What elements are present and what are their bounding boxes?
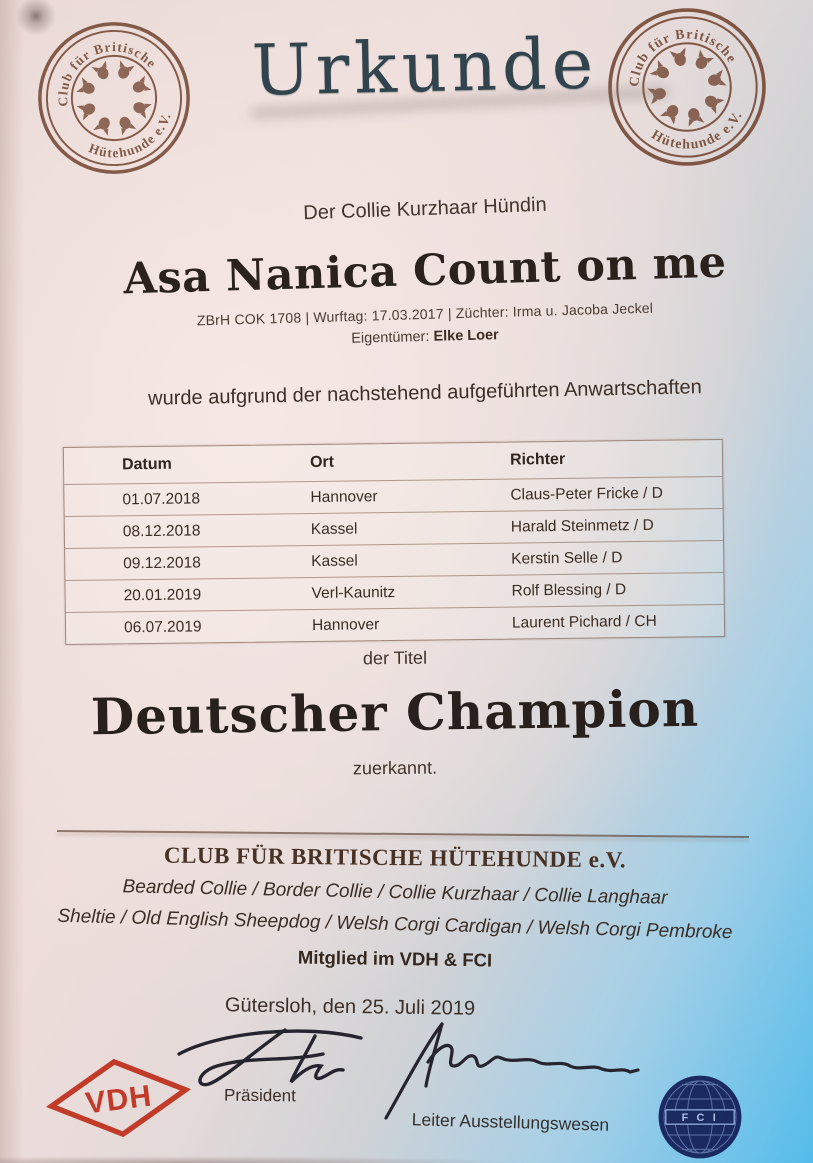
cell-ort: Verl-Kaunitz xyxy=(311,583,396,602)
granted-word: zuerkannt. xyxy=(352,757,438,779)
divider-rule xyxy=(57,830,749,838)
club-name: CLUB FÜR BRITISCHE HÜTEHUNDE e.V. xyxy=(163,842,627,873)
registry-line: ZBrH COK 1708 | Wurftag: 17.03.2017 | Züchter: Irma u. Jacoba Jeckel xyxy=(196,299,654,329)
show-manager-signature xyxy=(378,1014,648,1124)
place-date: Gütersloh, den 25. Juli 2019 xyxy=(224,994,476,1020)
owner-name: Elke Loer xyxy=(433,327,499,345)
owner-label: Eigentümer: xyxy=(351,328,434,347)
subject-line: Der Collie Kurzhaar Hündin xyxy=(302,193,548,225)
statement-line: wurde aufgrund der nachstehend aufgeführten Anwartschaften xyxy=(147,376,703,410)
title-intro: der Titel xyxy=(362,647,428,669)
stamp-arc-bottom-text: Hütehunde e.V. xyxy=(86,110,174,161)
cell-datum: 06.07.2019 xyxy=(123,617,202,636)
fci-label: F C I xyxy=(681,1112,719,1125)
svg-text:Hütehunde e.V. xyxy=(82,106,183,175)
cell-ort: Hannover xyxy=(310,487,378,506)
vdh-label: VDH xyxy=(83,1079,154,1121)
cell-datum: 09.12.2018 xyxy=(123,553,201,572)
cell-datum: 01.07.2018 xyxy=(122,489,201,508)
cell-ort: Kassel xyxy=(310,519,358,538)
table-row xyxy=(66,604,724,644)
president-signature xyxy=(165,1020,380,1092)
cell-richter: Harald Steinmetz / D xyxy=(510,516,654,536)
breeds-line-2: Sheltie / Old English Sheepdog / Welsh Corgi Cardigan / Welsh Corgi Pembroke xyxy=(57,905,733,944)
cell-ort: Kassel xyxy=(311,551,358,570)
results-table xyxy=(63,439,725,645)
cell-richter: Kerstin Selle / D xyxy=(511,548,623,568)
cell-datum: 08.12.2018 xyxy=(122,521,201,540)
stamp-arc-bottom-text: Hütehunde e.V. xyxy=(649,108,746,152)
show-manager-label: Leiter Ausstellungswesen xyxy=(411,1109,610,1135)
dog-name: Asa Nanica Count on me xyxy=(122,237,728,305)
president-label: Präsident xyxy=(224,1085,296,1106)
header-richter: Richter xyxy=(509,450,566,469)
stamp-arc-top-text: Club für Britische xyxy=(626,26,741,88)
breeds-line-1: Bearded Collie / Border Collie / Collie Kurzhaar / Collie Langhaar xyxy=(122,876,668,909)
stamp-arc-top-text: Club für Britische xyxy=(54,39,160,107)
membership-line: Mitglied im VDH & FCI xyxy=(297,946,493,971)
fci-logo-icon xyxy=(655,1072,745,1162)
cell-richter: Claus-Peter Fricke / D xyxy=(510,484,663,504)
page-title: Urkunde xyxy=(251,22,599,112)
awarded-title: Deutscher Champion xyxy=(90,678,700,747)
header-ort: Ort xyxy=(309,453,335,472)
cell-datum: 20.01.2019 xyxy=(123,585,202,604)
cell-richter: Rolf Blessing / D xyxy=(511,580,627,600)
cell-ort: Hannover xyxy=(311,615,380,634)
header-datum: Datum xyxy=(121,455,172,474)
cell-richter: Laurent Pichard / CH xyxy=(511,612,657,632)
